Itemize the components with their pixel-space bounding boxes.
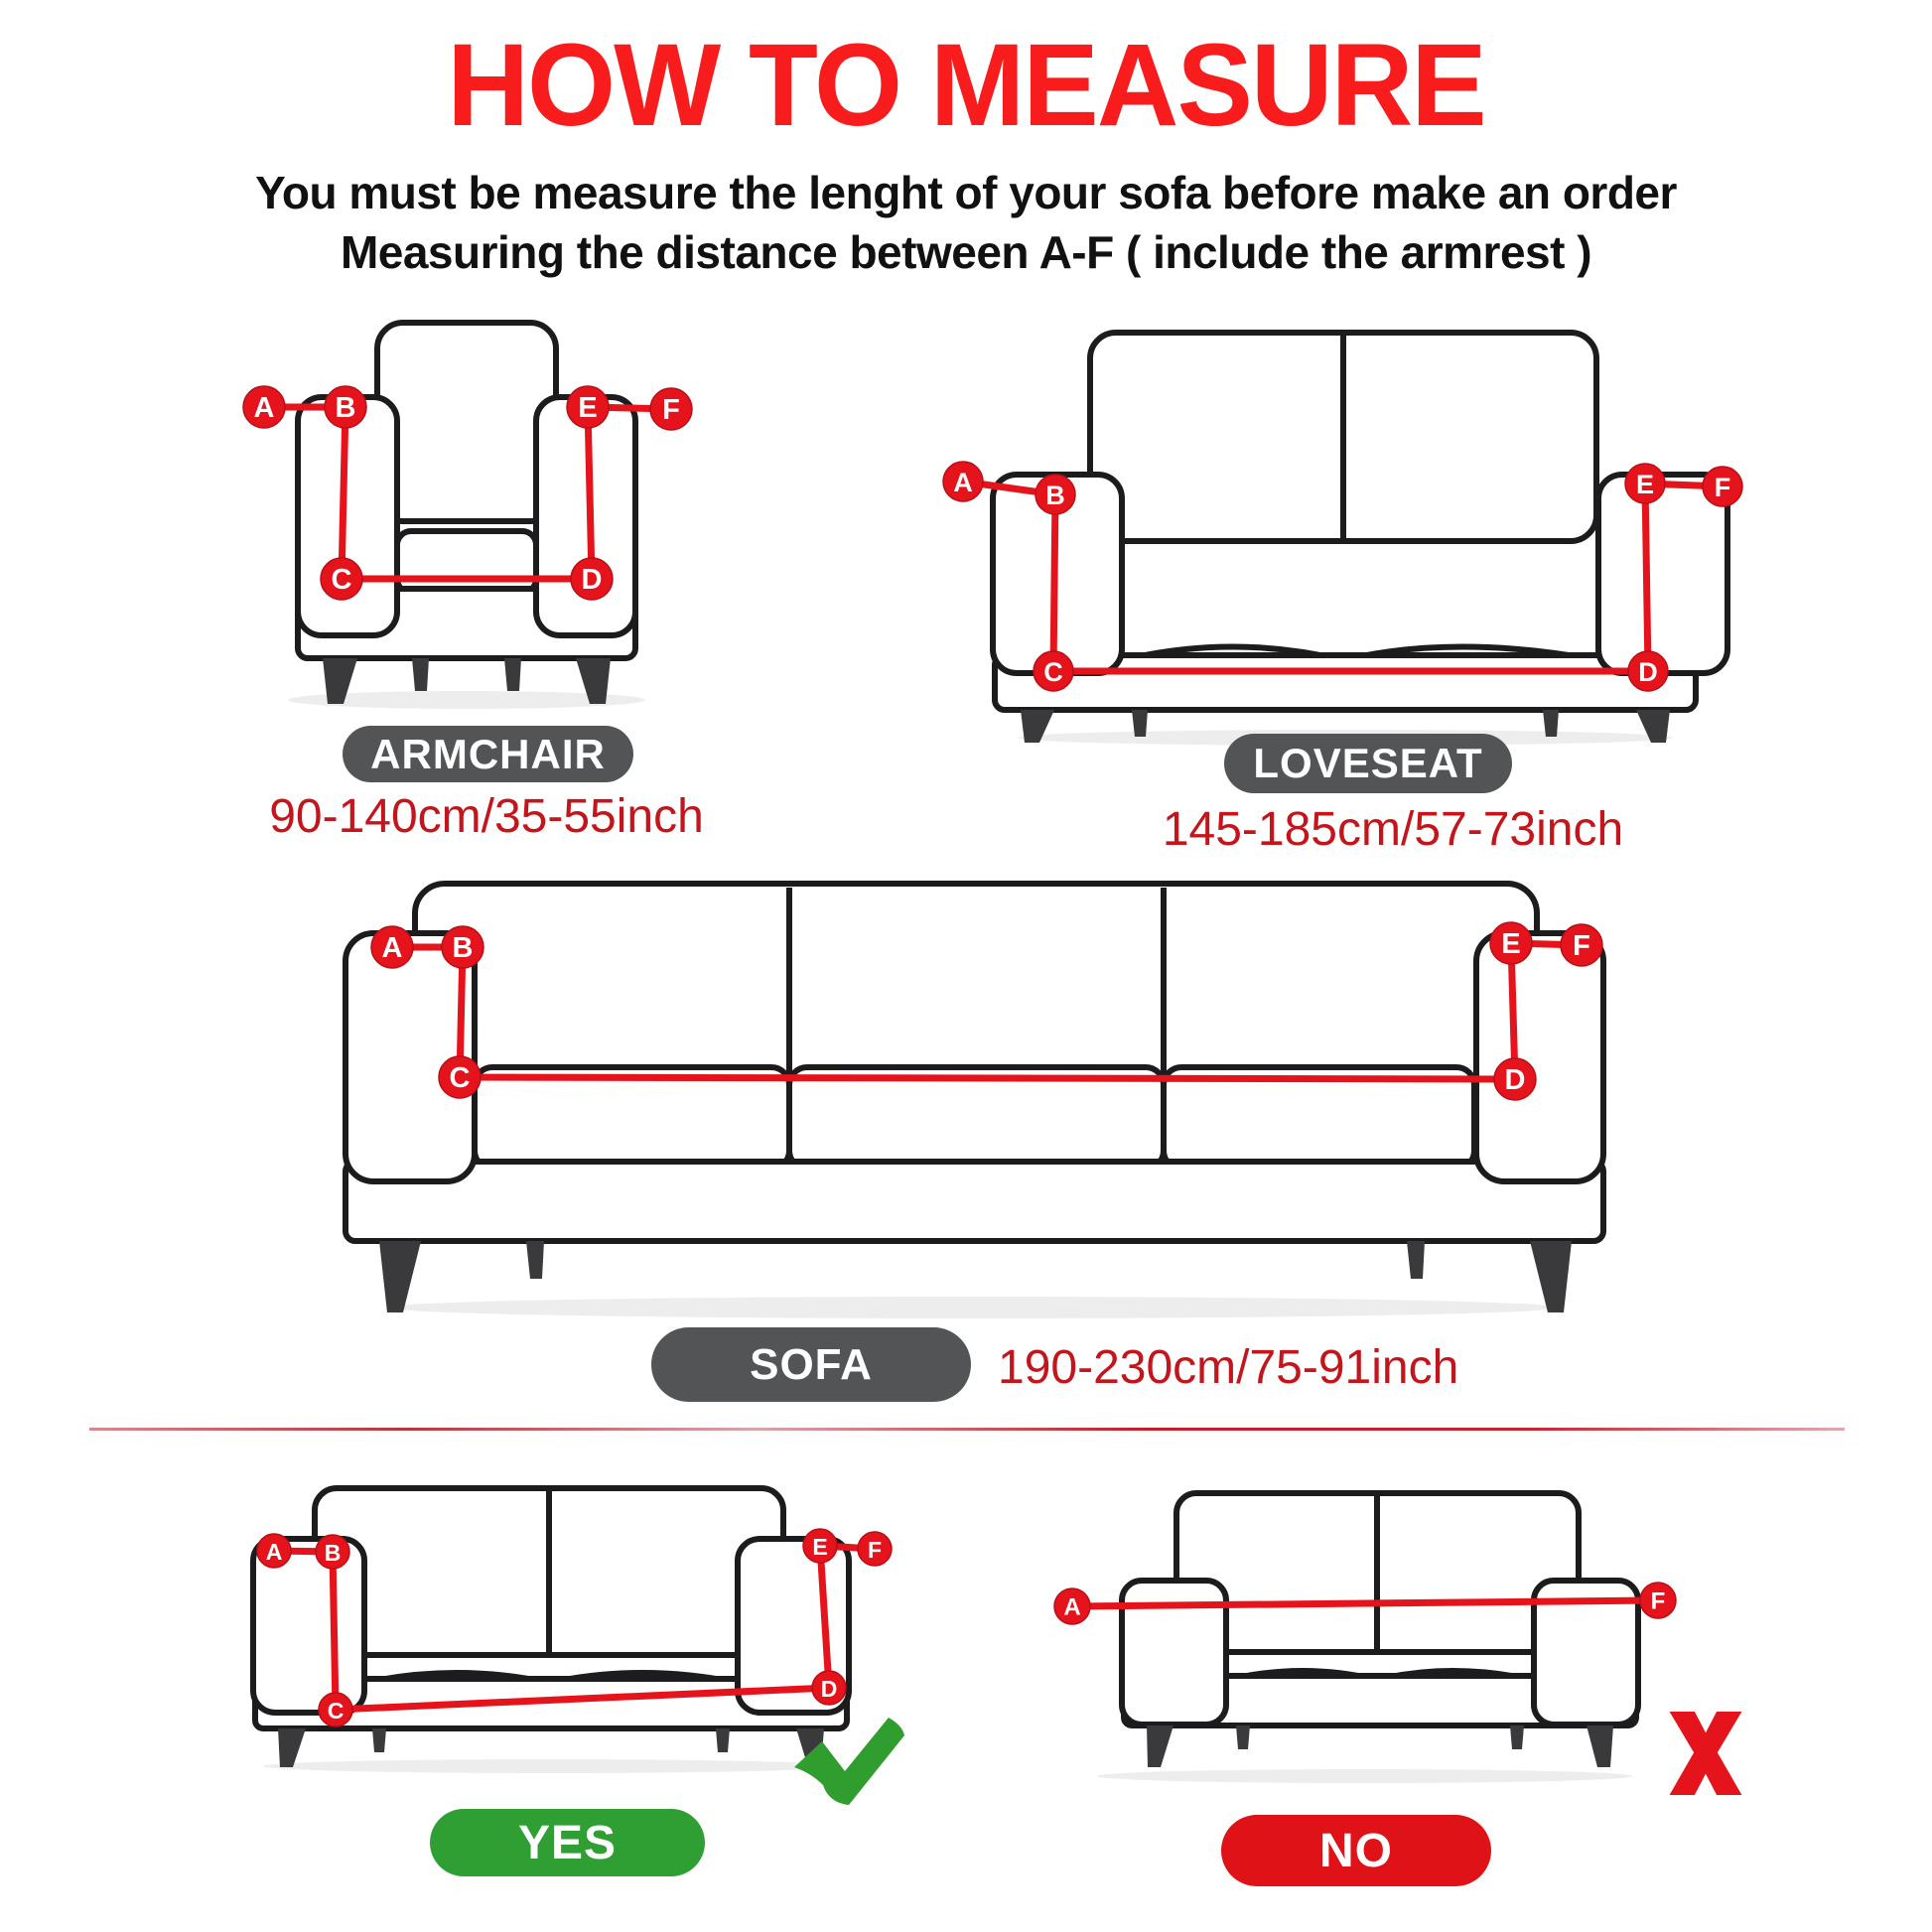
marker-f: F xyxy=(1573,930,1590,962)
loveseat-range: 145-185cm/57-73inch xyxy=(1162,803,1624,856)
section-divider xyxy=(89,1428,1845,1431)
subtitle-line2: Measuring the distance between A-F ( include the armrest ) xyxy=(340,226,1592,278)
marker-a: A xyxy=(381,932,403,964)
check-icon xyxy=(789,1716,906,1805)
marker-d: D xyxy=(581,564,603,596)
sofa-label: SOFA xyxy=(651,1327,971,1402)
yes-badge: YES xyxy=(430,1809,705,1876)
marker-f: F xyxy=(1650,1587,1666,1615)
example-no-diagram xyxy=(1052,1489,1678,1782)
marker-b: B xyxy=(452,932,474,964)
marker-d: D xyxy=(820,1676,838,1702)
marker-a: A xyxy=(1063,1593,1081,1621)
subtitle xyxy=(0,163,1932,282)
loveseat-diagram xyxy=(943,328,1747,745)
marker-f: F xyxy=(662,394,680,426)
marker-c: C xyxy=(1043,657,1063,687)
sofa-diagram xyxy=(298,874,1653,1330)
marker-a: A xyxy=(953,468,973,497)
marker-e: E xyxy=(812,1534,828,1560)
marker-a: A xyxy=(265,1539,283,1565)
x-icon xyxy=(1668,1708,1743,1799)
marker-d: D xyxy=(1638,657,1658,687)
marker-c: C xyxy=(331,564,352,596)
subtitle-line1: You must be measure the lenght of your sofa before make an order xyxy=(255,167,1677,218)
page-title: HOW TO MEASURE xyxy=(447,20,1485,151)
marker-a: A xyxy=(253,392,275,424)
marker-c: C xyxy=(327,1698,345,1724)
marker-c: C xyxy=(449,1062,471,1094)
armchair-label: ARMCHAIR xyxy=(343,726,633,782)
marker-f: F xyxy=(1714,473,1731,502)
armchair-diagram xyxy=(228,293,705,710)
marker-b: B xyxy=(335,392,356,424)
marker-e: E xyxy=(1501,928,1521,960)
marker-e: E xyxy=(1635,470,1655,499)
marker-f: F xyxy=(867,1537,883,1563)
armchair-range: 90-140cm/35-55inch xyxy=(269,790,704,843)
marker-b: B xyxy=(1045,481,1065,510)
marker-b: B xyxy=(324,1540,342,1566)
loveseat-label: LOVESEAT xyxy=(1224,734,1512,793)
marker-d: D xyxy=(1504,1064,1526,1096)
sofa-range: 190-230cm/75-91inch xyxy=(998,1341,1459,1394)
no-badge: NO xyxy=(1221,1815,1491,1886)
marker-e: E xyxy=(578,392,598,424)
